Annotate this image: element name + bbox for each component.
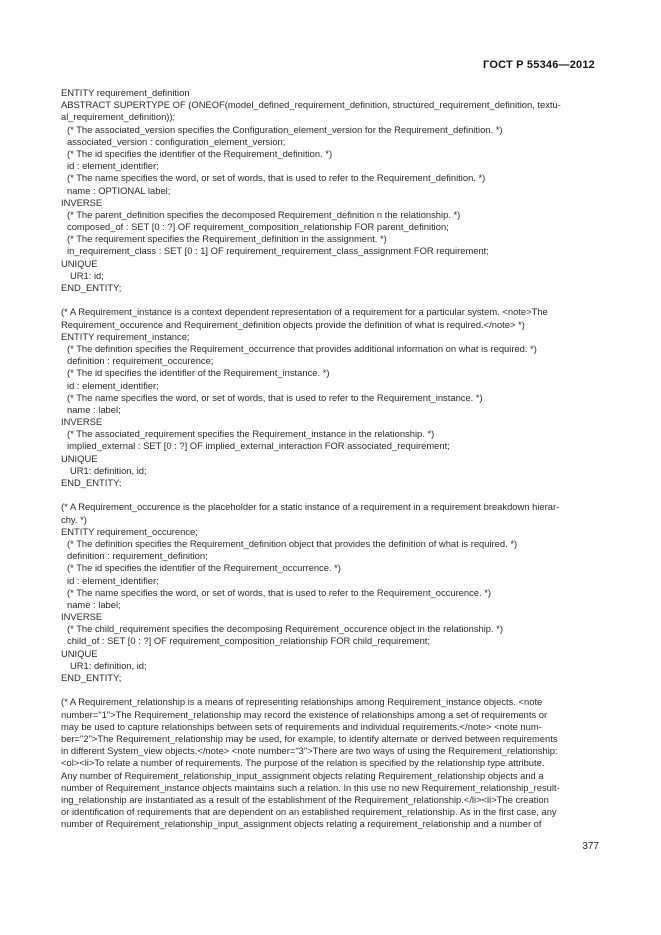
code-line: (* The requirement specifies the Requirement_definition in the assignment. *) [67, 233, 387, 245]
code-line: composed_of : SET [0 : ?] OF requirement_composition_relationship FOR parent_definition; [67, 221, 449, 233]
code-line: number of Requirement_instance objects maintains such a relation. In this use no new Requirement_relationship_result- [61, 781, 560, 793]
code-line: INVERSE [61, 196, 103, 208]
code-line: name : OPTIONAL label; [67, 184, 171, 196]
code-line: (* A Requirement_occurence is the placeholder for a static instance of a requirement in a requirement breakdown hierar- [61, 501, 560, 513]
code-line: (* A Requirement_instance is a context dependent representation of a requirement for a particular system. <note>The [61, 306, 548, 318]
code-line: id : element_identifier; [67, 379, 159, 391]
code-line: ber="2">The Requirement_relationship may be used, for example, to identify alternate or derived between requirements [61, 732, 558, 744]
code-line: UR1: definition, id; [70, 659, 147, 671]
code-blocks [61, 87, 606, 843]
code-line: INVERSE [61, 416, 103, 428]
code-line: END_ENTITY; [61, 672, 122, 683]
code-line: implied_external : SET [0 : ?] OF implied_external_interaction FOR associated_requirement; [67, 440, 450, 452]
code-line: child_of : SET [0 : ?] OF requirement_composition_relationship FOR child_requirement; [67, 635, 431, 647]
code-line: ENTITY requirement_instance; [61, 330, 190, 342]
code-line: chy. *) [61, 513, 87, 525]
document-number-header: ГОСТ Р 55346—2012 [483, 59, 595, 71]
code-line: ENTITY requirement_occurence; [61, 525, 198, 537]
code-line: ing_relationship are instantiated as a result of the establishment of the Requirement_relationship.</li><li>The creation [61, 793, 549, 805]
code-line: UNIQUE [61, 257, 98, 269]
code-line: (* The associated_requirement specifies the Requirement_instance in the relationship. *) [67, 428, 435, 440]
code-line: in different System_view objects.</note> <note number="3">There are two ways of using the Requirement_relationship: [61, 745, 558, 757]
code-line: Any number of Requirement_relationship_input_assignment objects relating Requirement_relationship objects and a [61, 769, 544, 781]
code-line: name : label; [67, 403, 121, 415]
code-line: <ol><li>To relate a number of requirements. The purpose of the relation is specified by the relationship type attribute. [61, 757, 545, 769]
code-line: (* The child_requirement specifies the decomposing Requirement_occurence object in the relationship. *) [67, 623, 504, 635]
code-line: UR1: id; [70, 269, 104, 281]
text-block [61, 696, 606, 830]
code-line: al_requirement_definition)); [61, 111, 176, 123]
code-line: UNIQUE [61, 452, 98, 464]
page-number: 377 [582, 841, 599, 852]
code-line: (* The definition specifies the Requirement_definition object that provides the definition of what is required. *) [67, 537, 518, 549]
code-line: (* A Requirement_relationship is a means of representing relationships among Requirement_instance objects. <note [61, 696, 543, 708]
code-line: (* The name specifies the word, or set of words, that is used to refer to the Requirement_definition. *) [67, 172, 486, 184]
code-line: number="1">The Requirement_relationship may record the existence of relationships among a set of requirements or [61, 708, 548, 720]
code-line: (* The name specifies the word, or set of words, that is used to refer to the Requirement_instance. *) [67, 391, 483, 403]
code-line: in_requirement_class : SET [0 : 1] OF requirement_requirement_class_assignment FOR requirement; [67, 245, 489, 257]
code-line: UNIQUE [61, 647, 98, 659]
text-block [61, 87, 606, 294]
code-line: UR1: definition, id; [70, 464, 147, 476]
text-block [61, 501, 606, 684]
code-line: ABSTRACT SUPERTYPE OF (ONEOF(model_defined_requirement_definition, structured_requirement_definition, textu- [61, 99, 561, 111]
code-line: or identification of requirements that are dependent on an established requirement_relationship. As in the first case, any [61, 806, 557, 818]
code-line: (* The id specifies the identifier of the Requirement_definition. *) [67, 147, 333, 159]
code-line: number of Requirement_relationship_input_assignment objects relating a requirement_relationship and a number of [61, 818, 542, 830]
code-line: Requirement_occurence and Requirement_definition objects provide the definition of what is required.</note> *) [61, 318, 525, 330]
code-line: definition : requirement_definition; [67, 550, 208, 562]
code-line: END_ENTITY; [61, 282, 122, 293]
code-line: INVERSE [61, 611, 103, 623]
code-line: id : element_identifier; [67, 160, 159, 172]
code-line: (* The parent_definition specifies the decomposed Requirement_definition n the relationship. *) [67, 208, 461, 220]
code-line: id : element_identifier; [67, 574, 159, 586]
code-line: may be used to capture relationships between sets of requirements and individual requirements.</note> <note num- [61, 720, 542, 732]
text-block [61, 306, 606, 489]
code-line: definition : requirement_occurence; [67, 355, 214, 367]
code-line: (* The id specifies the identifier of the Requirement_occurrence. *) [67, 562, 341, 574]
code-line: (* The associated_version specifies the Configuration_element_version for the Requirement_definition. *) [67, 123, 503, 135]
code-line: (* The name specifies the word, or set of words, that is used to refer to the Requirement_occurence. *) [67, 586, 491, 598]
code-line: associated_version : configuration_element_version; [67, 135, 286, 147]
code-line: (* The definition specifies the Requirement_occurrence that provides additional information on what is required. *) [67, 342, 537, 354]
code-line: ENTITY requirement_definition [61, 87, 190, 98]
code-line: (* The id specifies the identifier of the Requirement_instance. *) [67, 367, 330, 379]
code-line: name : label; [67, 598, 121, 610]
code-line: END_ENTITY; [61, 477, 122, 488]
